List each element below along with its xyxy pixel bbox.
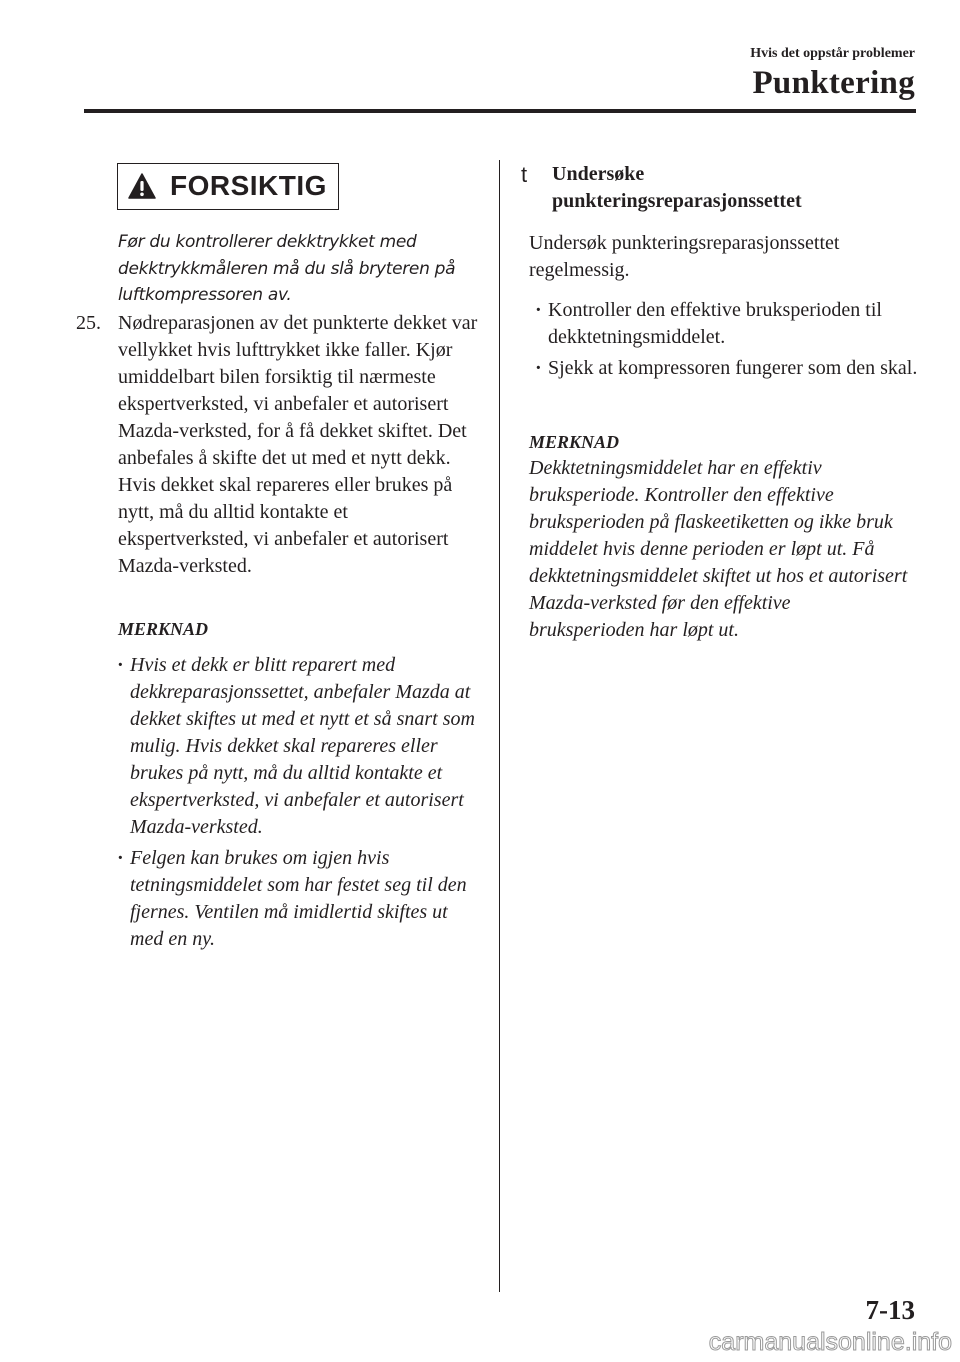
check-item: · Kontroller den effektive bruksperioden til dekktetningsmiddelet. <box>548 297 918 351</box>
step-text: Nødreparasjonen av det punkterte dekket var vellykket hvis lufttrykket ikke faller. Kjør umiddelbart bilen forsiktig til nærmeste ekspertverksted, vi anbefaler et autorisert Mazda-verksted, for å få dekket skiftet. Det anbefales å skifte det ut med et nytt dekk. Hvis dekket skal repareres eller brukes på nytt, må du alltid kontakte et ekspertverksted, vi anbefaler et autorisert Mazda-verksted. <box>118 312 478 577</box>
check-list <box>548 297 918 386</box>
check-item: · Sjekk at kompressoren fungerer som den skal. <box>548 355 918 382</box>
watermark: carmanualsonline.info <box>708 1328 952 1356</box>
caution-label: FORSIKTIG <box>170 170 327 201</box>
note-list <box>130 652 480 957</box>
page-number: 7-13 <box>865 1295 915 1325</box>
caution-text: Før du kontrollerer dekktrykket med dekktrykkmåleren må du slå bryteren på luftkompressoren av. <box>118 232 456 305</box>
note-heading: MERKNAD <box>118 619 209 639</box>
warning-triangle-icon <box>128 173 156 199</box>
page-title: Punktering <box>752 65 915 101</box>
column-divider <box>499 160 500 1292</box>
step-number: 25. <box>76 312 101 334</box>
note-heading: MERKNAD <box>529 432 620 452</box>
section-label: Hvis det oppstår problemer <box>750 46 915 61</box>
subsection-marker: t <box>521 162 528 187</box>
header-rule <box>84 109 916 113</box>
caution-box <box>117 163 339 210</box>
note-text: Dekktetningsmiddelet har en effektiv bruksperiode. Kontroller den effektive bruksperioden på flaskeetiketten og ikke bruk middelet hvis denne perioden er løpt ut. Få dekktetningsmiddelet skiftet ut hos et autorisert Mazda-verksted før den effektive bruksperioden har løpt ut. <box>529 457 908 641</box>
subsection-intro: Undersøk punkteringsreparasjonssettet regelmessig. <box>529 232 840 281</box>
subsection-heading: Undersøke punkteringsreparasjonssettet <box>552 163 802 212</box>
note-item: · Hvis et dekk er blitt reparert med dekkreparasjonssettet, anbefaler Mazda at dekket skiftes ut med et nytt et så snart som mulig. Hvis dekket skal repareres eller brukes på nytt, må du alltid kontakte et ekspertverksted, vi anbefaler et autorisert Mazda-verksted. <box>130 652 480 841</box>
note-item: · Felgen kan brukes om igjen hvis tetningsmiddelet som har festet seg til den fjernes. Ventilen må imidlertid skiftes ut med en ny. <box>130 845 480 953</box>
